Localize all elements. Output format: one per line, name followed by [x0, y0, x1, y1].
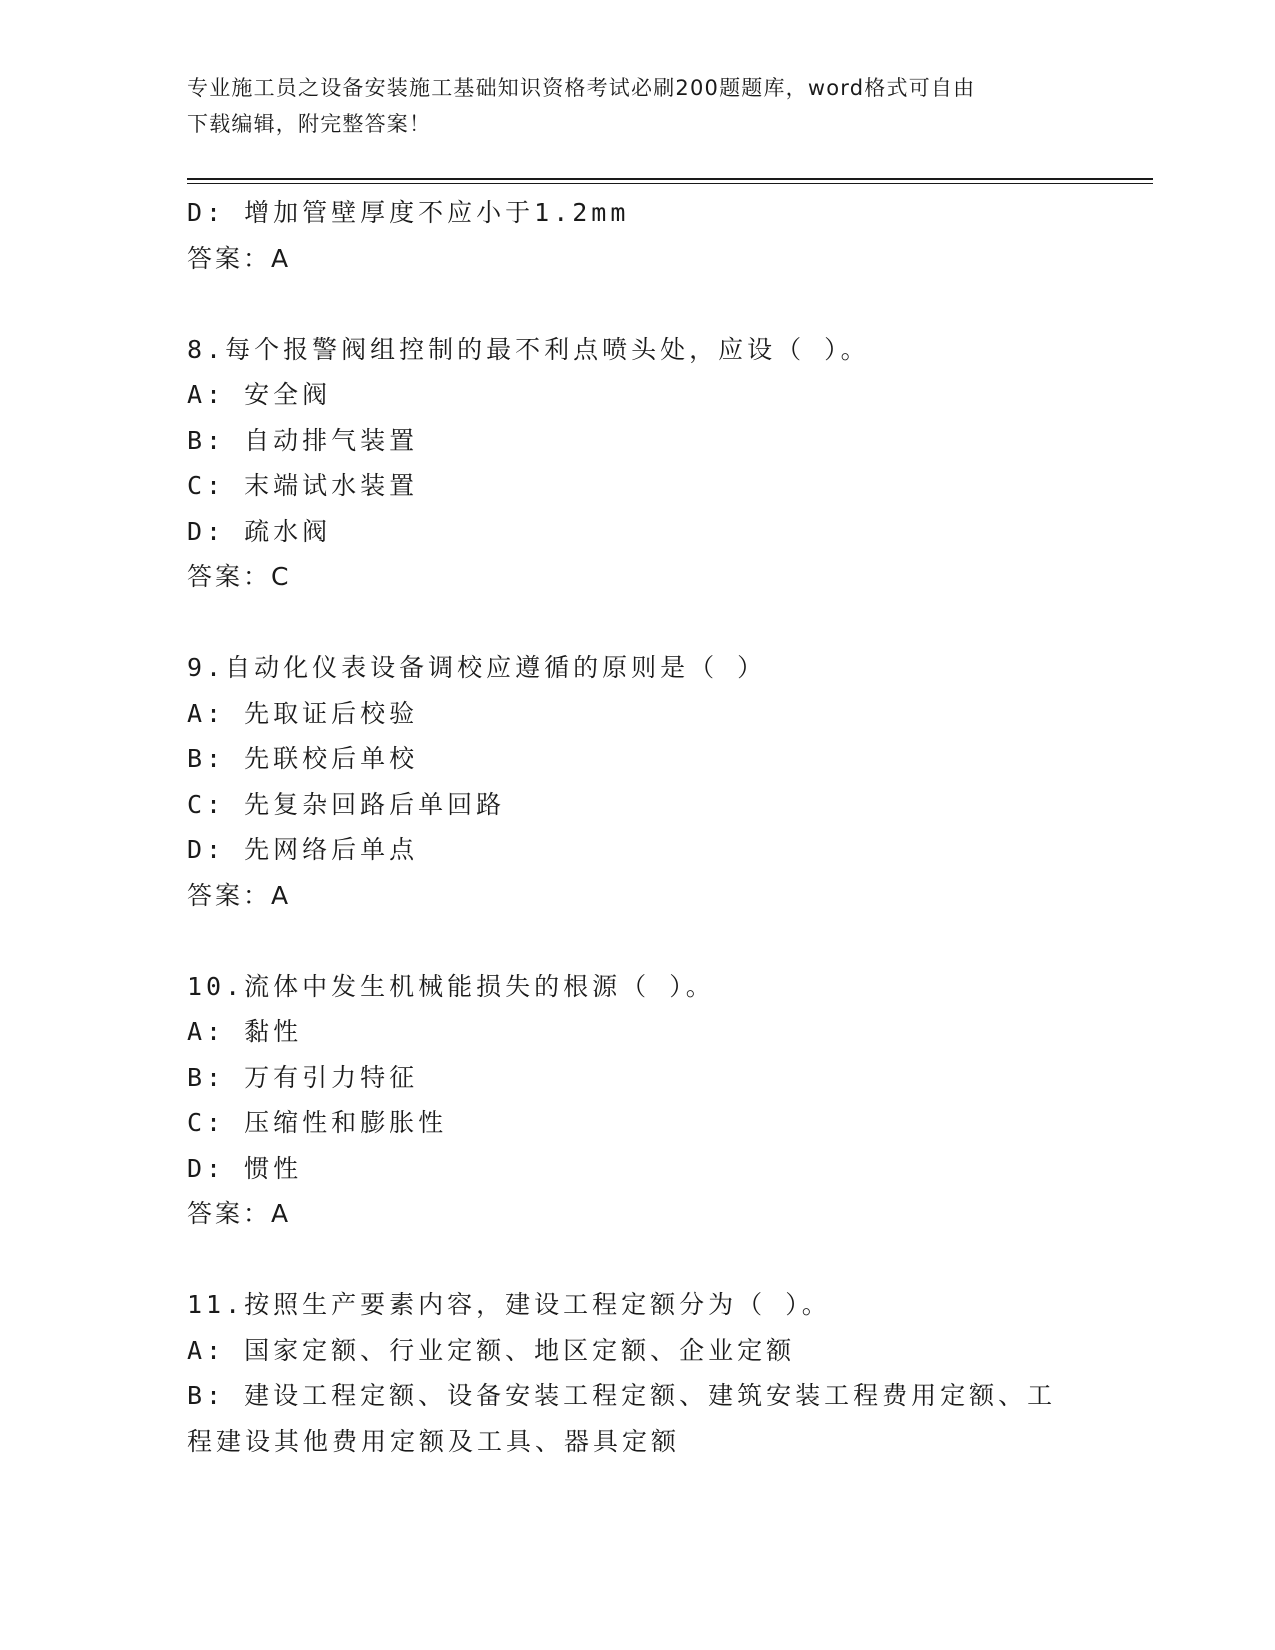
question-8-option-a: A: 安全阀	[187, 380, 332, 409]
answer-label: 答案：	[187, 562, 272, 591]
prev-option-d: D: 增加管壁厚度不应小于1.2mm	[187, 198, 630, 227]
question-10-option-b: B: 万有引力特征	[187, 1062, 419, 1092]
answer-label: 答案：	[187, 880, 272, 910]
question-10-answer	[187, 1191, 1087, 1237]
question-9-answer	[187, 873, 1087, 919]
question-8-answer	[187, 554, 1087, 600]
header-line-1: 专业施工员之设备安装施工基础知识资格考试必刷200题题库，word格式可自由	[187, 76, 976, 100]
question-list	[187, 190, 1087, 1464]
answer-value: A	[271, 1199, 292, 1228]
answer-label: 答案：	[187, 1199, 272, 1228]
prev-answer	[187, 236, 1087, 282]
question-10-option-c: C: 压缩性和膨胀性	[187, 1108, 448, 1137]
question-11-option-b: B: 建设工程定额、设备安装工程定额、建筑安装工程费用定额、工程建设其他费用定额及工具、器具定额	[187, 1381, 1057, 1456]
spacer	[187, 600, 1087, 646]
header-rule-thin	[187, 183, 1153, 184]
header-line-2: 下载编辑，附完整答案！	[187, 112, 432, 136]
question-9-option-b: B: 先联校后单校	[187, 744, 419, 773]
spacer	[187, 1237, 1087, 1283]
question-8-option-c: C: 末端试水装置	[187, 471, 419, 500]
spacer	[187, 281, 1087, 327]
question-8-option-b: B: 自动排气装置	[187, 425, 419, 455]
header-rule-thick	[187, 178, 1153, 180]
answer-value: A	[271, 243, 292, 273]
question-9-option-a: A: 先取证后校验	[187, 698, 419, 728]
answer-value: C	[271, 562, 292, 591]
question-11-stem: 11.按照生产要素内容，建设工程定额分为（ ）。	[187, 1290, 831, 1319]
question-8-option-d: D: 疏水阀	[187, 516, 332, 546]
question-8-stem: 8.每个报警阀组控制的最不利点喷头处，应设（ ）。	[187, 334, 870, 364]
question-10-stem: 10.流体中发生机械能损失的根源（ ）。	[187, 971, 715, 1001]
document-header	[187, 70, 1067, 142]
question-10-option-d: D: 惯性	[187, 1153, 303, 1183]
question-11-option-a: A: 国家定额、行业定额、地区定额、企业定额	[187, 1335, 796, 1365]
question-10-option-a: A: 黏性	[187, 1017, 303, 1046]
question-9-stem: 9.自动化仪表设备调校应遵循的原则是（ ）	[187, 653, 767, 682]
question-9-option-d: D: 先网络后单点	[187, 835, 419, 864]
answer-label: 答案：	[187, 243, 272, 273]
question-9-option-c: C: 先复杂回路后单回路	[187, 789, 506, 819]
answer-value: A	[271, 880, 292, 910]
spacer	[187, 918, 1087, 964]
